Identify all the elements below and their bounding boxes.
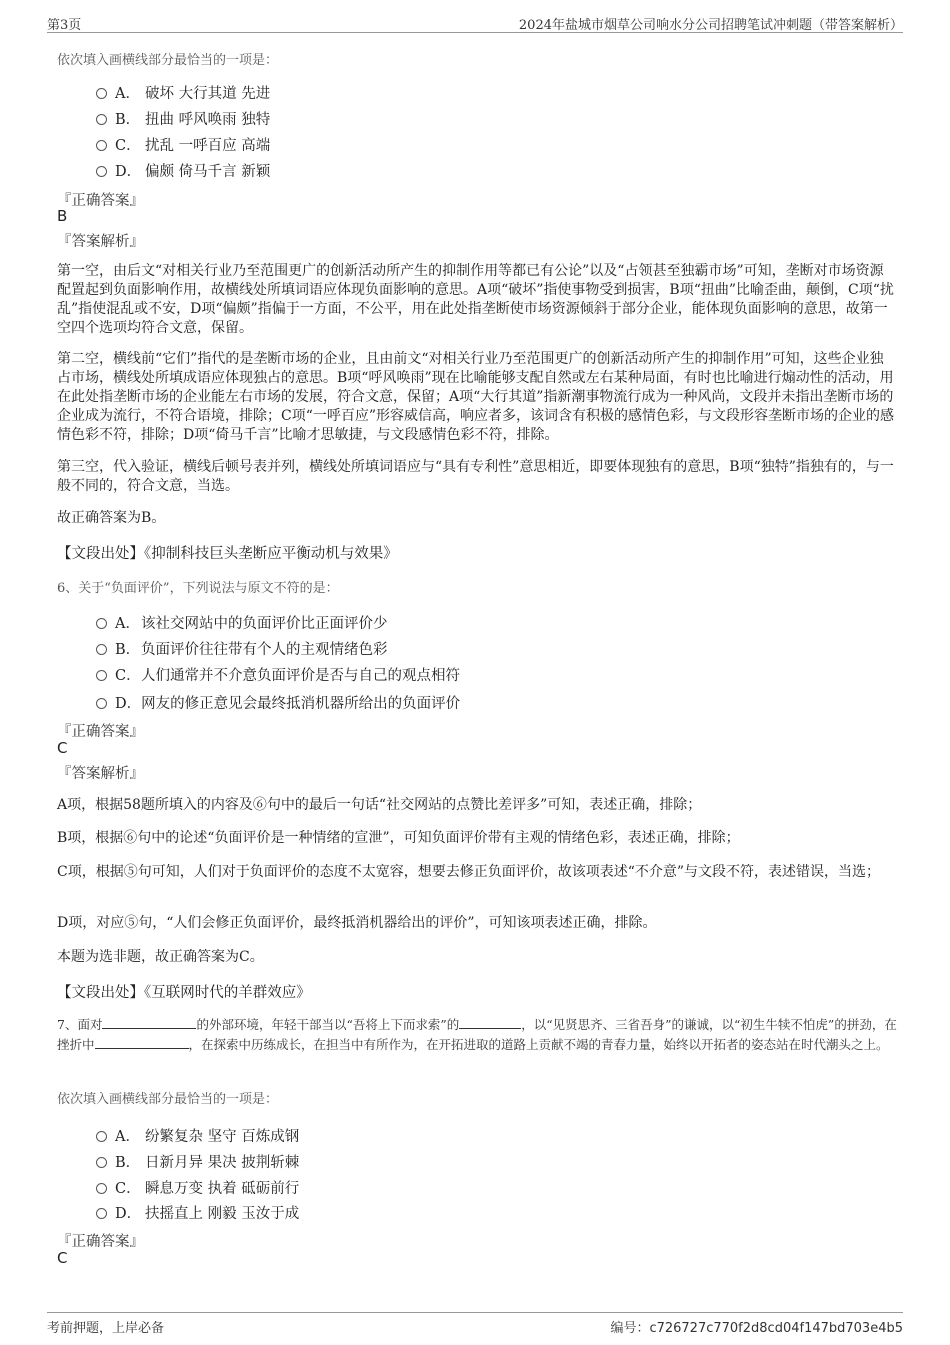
q5-option-c[interactable]: C． 扰乱 一呼百应 高端: [96, 134, 270, 155]
q5-option-b[interactable]: B． 扭曲 呼风唤雨 独特: [96, 108, 270, 129]
radio-icon[interactable]: [96, 114, 107, 125]
q7-answer: C: [57, 1249, 68, 1267]
q6-option-d[interactable]: D．网友的修正意见会最终抵消机器所给出的负面评价: [96, 692, 460, 713]
radio-icon[interactable]: [96, 618, 107, 629]
q5-option-d[interactable]: D． 偏颇 倚马千言 新颖: [96, 160, 270, 181]
q6-source: [57, 981, 311, 1002]
page-header: [47, 12, 903, 33]
radio-icon[interactable]: [96, 1157, 107, 1168]
source-label: 【文段出处】: [57, 546, 144, 562]
q6-option-b[interactable]: B．负面评价往往带有个人的主观情绪色彩: [96, 638, 388, 659]
q7-option-c[interactable]: C． 瞬息万变 执着 砥砺前行: [96, 1177, 299, 1198]
blank-1: [102, 1016, 196, 1029]
radio-icon[interactable]: [96, 1208, 107, 1219]
document-code: 编号：c726727c770f2d8cd04f147bd703e4b5: [610, 1321, 903, 1336]
q7-option-a[interactable]: A． 纷繁复杂 坚守 百炼成钢: [96, 1125, 299, 1146]
q5-analysis-paragraph-3: 第三空，代入验证，横线后顿号表并列，横线处所填词语应与“具有专利性”意思相近，即要体现独有的意思，B项“独特”指独有的，与一般不同的，符合文意，当选。: [57, 459, 894, 494]
radio-icon[interactable]: [96, 670, 107, 681]
radio-icon[interactable]: [96, 140, 107, 151]
radio-icon[interactable]: [96, 698, 107, 709]
q6-analysis-d: D项，对应⑤句，“人们会修正负面评价，最终抵消机器给出的评价”，可知该项表述正确，排除。: [57, 915, 657, 931]
page-number: 第3页: [47, 18, 82, 33]
blank-3: [95, 1036, 189, 1049]
q6-option-a[interactable]: A．该社交网站中的负面评价比正面评价少: [96, 612, 388, 633]
q7-option-b[interactable]: B． 日新月异 果决 披荆斩棘: [96, 1151, 299, 1172]
q7-option-d[interactable]: D． 扶摇直上 刚毅 玉汝于成: [96, 1202, 299, 1223]
source-title: 《抑制科技巨头垄断应平衡动机与效果》: [144, 546, 398, 562]
q5-option-a[interactable]: A． 破坏 大行其道 先进: [96, 82, 270, 103]
q5-prompt: 依次填入画横线部分最恰当的一项是：: [57, 53, 279, 68]
q7-answer-label: 『正确答案』: [57, 1234, 144, 1250]
q5-analysis-paragraph-1: 第一空，由后文“对相关行业乃至范围更广的创新活动所产生的抑制作用等都已有公论”以及“占领甚至独霸市场”可知，垄断对市场资源配置起到负面影响作用，故横线处所填词语应体现负面影响的意思。A项“破坏”指使事物受到损害，B项“扭曲”比喻歪曲，颠倒，C项“扰乱”指使混乱或不安，D项“偏颇”指偏于一方面，不公平，用在此处指垄断使市场资源倾斜于部分企业，能体现负面影响的意思，故第一空四个选项均符合文意，保留。: [57, 263, 894, 336]
document-title: 2024年盐城市烟草公司响水分公司招聘笔试冲刺题（带答案解析）: [518, 18, 903, 33]
q6-conclusion: 本题为选非题，故正确答案为C。: [57, 949, 264, 965]
q6-analysis-b: B项，根据⑥句中的论述“负面评价是一种情绪的宣泄”，可知负面评价带有主观的情绪色彩，表述正确，排除；: [57, 830, 740, 846]
radio-icon[interactable]: [96, 1131, 107, 1142]
source-label: 【文段出处】: [57, 985, 144, 1001]
footer-slogan: 考前押题，上岸必备: [47, 1321, 165, 1336]
q6-answer: C: [57, 739, 68, 757]
q5-answer: B: [57, 207, 68, 225]
radio-icon[interactable]: [96, 1183, 107, 1194]
q6-option-c[interactable]: C．人们通常并不介意负面评价是否与自己的观点相符: [96, 664, 460, 685]
q7-stem: 7、面对 的外部环境，年轻干部当以“吾将上下而求索”的 ，以“见贤思齐、三省吾身”的谦诚，以“初生牛犊不怕虎”的拼劲，在挫折中 ，在探索中历练成长，在担当中有所作为，在开拓进取的道路上贡献不竭的青春力量，始终以开拓者的姿态站在时代潮头之上。: [57, 1017, 897, 1052]
source-title: 《互联网时代的羊群效应》: [144, 985, 311, 1001]
q5-answer-label: 『正确答案』: [57, 193, 144, 209]
q6-analysis-a: A项，根据58题所填入的内容及⑥句中的最后一句话“社交网站的点赞比差评多”可知，表述正确，排除；: [57, 797, 702, 813]
blank-2: [459, 1016, 521, 1029]
q5-analysis-paragraph-2: 第二空，横线前“它们”指代的是垄断市场的企业，且由前文“对相关行业乃至范围更广的创新活动所产生的抑制作用”可知，这些企业独占市场，横线处所填成语应体现独占的意思。B项“呼风唤雨”现在比喻能够支配自然或左右某种局面，有时也比喻进行煽动性的活动，用在此处指垄断市场的企业能左右市场的发展，符合文意，保留；A项“大行其道”指新潮事物流行成为一种风尚，文段并未指出垄断市场的企业成为流行，不符合语境，排除；C项“一呼百应”形容威信高，响应者多，该词含有积极的感情色彩，与文段形容垄断市场的企业的感情色彩不符，排除；D项“倚马千言”比喻才思敏捷，与文段感情色彩不符，排除。: [57, 351, 895, 443]
q5-source: [57, 542, 398, 563]
radio-icon[interactable]: [96, 644, 107, 655]
q5-conclusion: 故正确答案为B。: [57, 510, 166, 526]
q5-analysis-label: 『答案解析』: [57, 234, 144, 250]
q7-prompt: 依次填入画横线部分最恰当的一项是：: [57, 1092, 279, 1107]
radio-icon[interactable]: [96, 166, 107, 177]
page-footer: [47, 1312, 903, 1337]
q6-analysis-c: C项，根据⑤句可知，人们对于负面评价的态度不太宽容，想要去修正负面评价，故该项表述“不介意”与文段不符，表述错误，当选；: [57, 864, 881, 880]
radio-icon[interactable]: [96, 88, 107, 99]
q6-analysis-label: 『答案解析』: [57, 766, 144, 782]
q6-answer-label: 『正确答案』: [57, 724, 144, 740]
q6-stem: 6、关于“负面评价”，下列说法与原文不符的是：: [57, 581, 339, 596]
